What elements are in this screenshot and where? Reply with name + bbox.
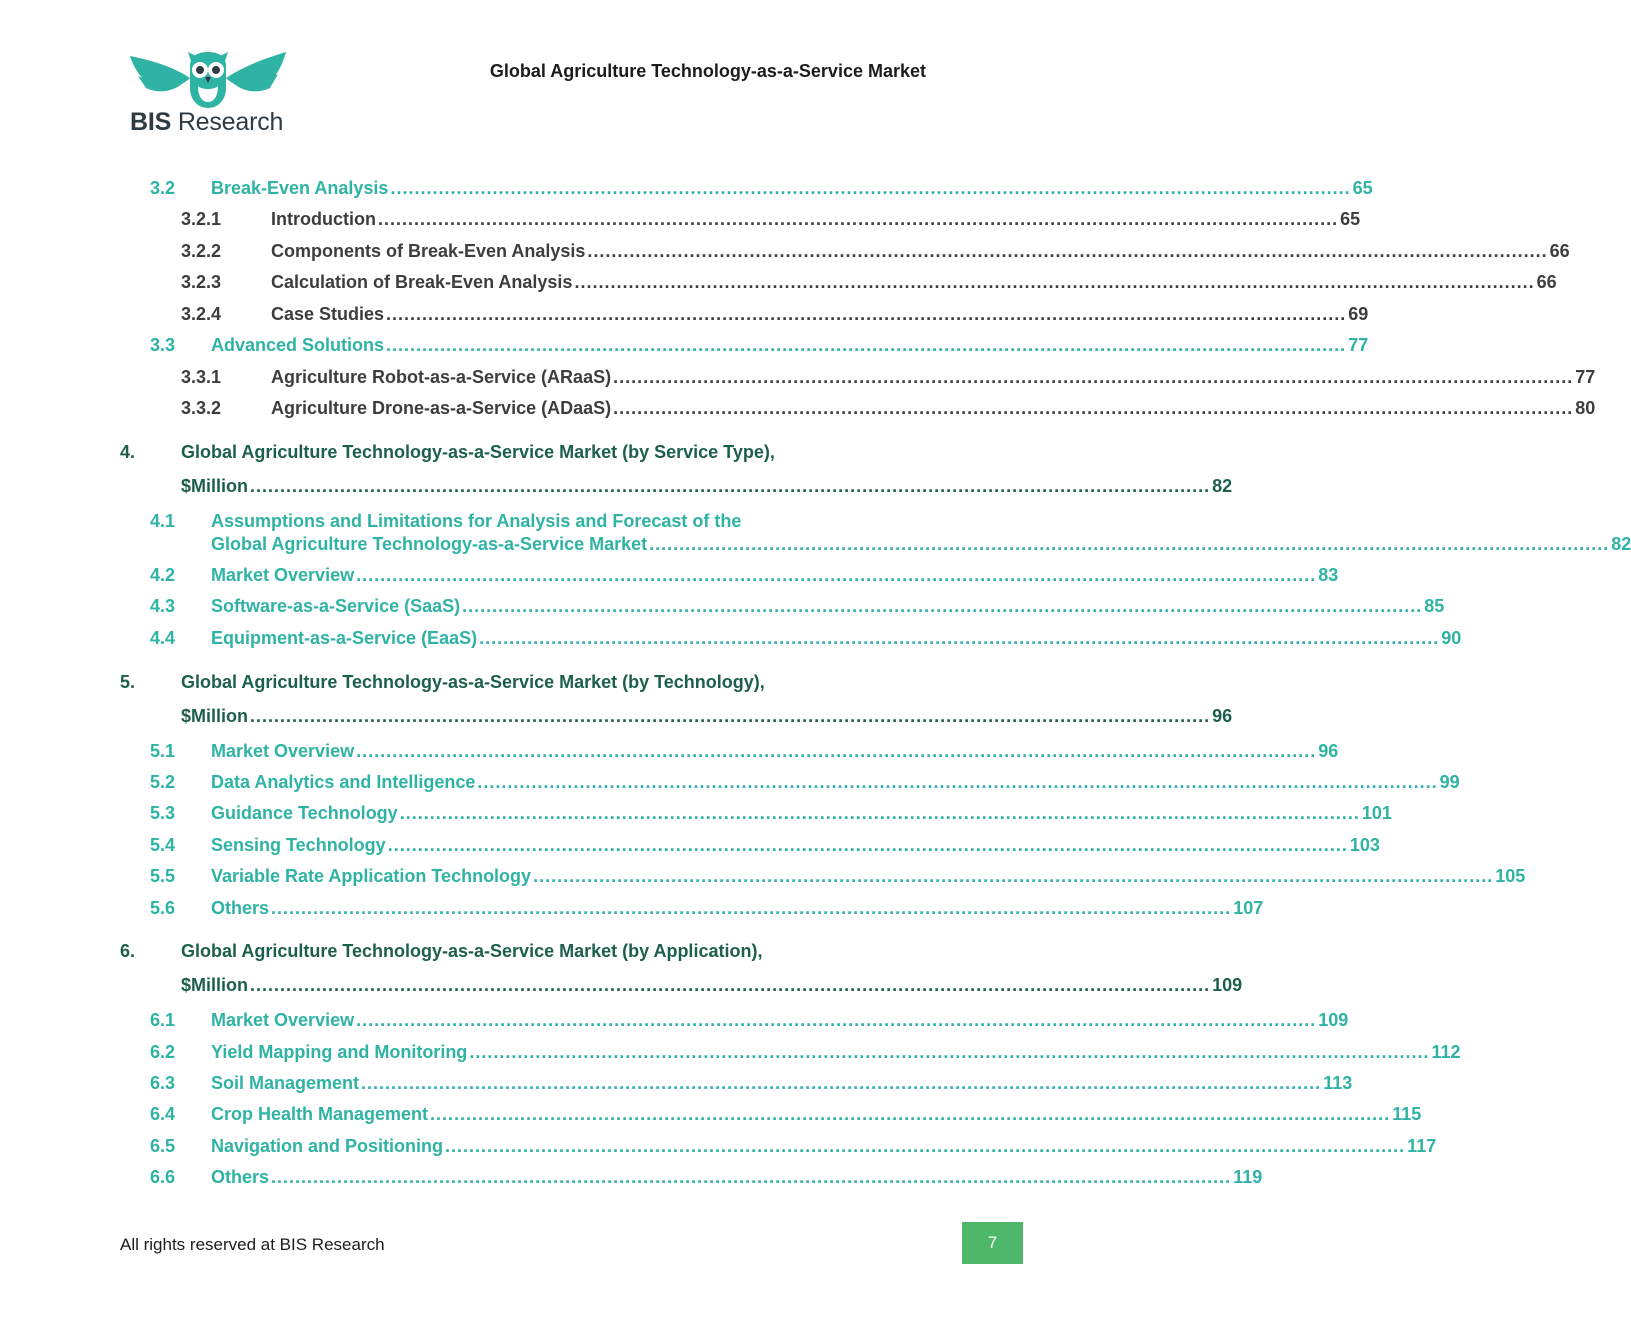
toc-entry-4-3[interactable]: 4.3 Software-as-a-Service (SaaS) ................................................................................................................................................................ 85: [150, 596, 1445, 616]
toc-entry-5-1[interactable]: 5.1 Market Overview ................................................................................................................................................................ 96: [150, 741, 1339, 761]
logo-word: Research: [177, 108, 284, 136]
owl-icon: [128, 48, 288, 110]
toc-entry-4-1-line1[interactable]: 4.1 Assumptions and Limitations for Analysis and Forecast of the: [150, 511, 742, 531]
toc-entry-3-2-1[interactable]: 3.2.1 Introduction ................................................................................................................................................................ 65: [181, 209, 1361, 229]
toc-entry-6-6[interactable]: 6.6 Others ................................................................................................................................................................ 119: [150, 1167, 1263, 1187]
toc-entry-4-4[interactable]: 4.4 Equipment-as-a-Service (EaaS) ................................................................................................................................................................ 90: [150, 628, 1462, 648]
toc-entry-4-2[interactable]: 4.2 Market Overview ................................................................................................................................................................ 83: [150, 565, 1339, 585]
toc-entry-3-2-4[interactable]: 3.2.4 Case Studies ................................................................................................................................................................ 69: [181, 304, 1369, 324]
toc-entry-3-3-2[interactable]: 3.3.2 Agriculture Drone-as-a-Service (ADaaS) ................................................................................................................................................................ 80: [181, 398, 1596, 418]
toc-entry-3-3-1[interactable]: 3.3.1 Agriculture Robot-as-a-Service (ARaaS) ................................................................................................................................................................ 77: [181, 367, 1596, 387]
toc-entry-3-2[interactable]: 3.2 Break-Even Analysis ................................................................................................................................................................ 65: [150, 178, 1373, 198]
toc-entry-5-2[interactable]: 5.2 Data Analytics and Intelligence ................................................................................................................................................................ 99: [150, 772, 1460, 792]
toc-entry-6-4[interactable]: 6.4 Crop Health Management ................................................................................................................................................................ 115: [150, 1104, 1422, 1124]
toc-entry-chapter-6[interactable]: $Million ................................................................................................................................................................ 109: [181, 975, 1243, 995]
toc-entry-5-6[interactable]: 5.6 Others ................................................................................................................................................................ 107: [150, 898, 1264, 918]
toc-entry-6-5[interactable]: 6.5 Navigation and Positioning ................................................................................................................................................................ 117: [150, 1136, 1437, 1156]
toc-entry-3-3[interactable]: 3.3 Advanced Solutions ................................................................................................................................................................ 77: [150, 335, 1369, 355]
toc-entry-6-1[interactable]: 6.1 Market Overview ................................................................................................................................................................ 109: [150, 1010, 1349, 1030]
toc-chapter-6-heading[interactable]: 6. Global Agriculture Technology-as-a-Service Market (by Application),: [120, 941, 763, 961]
toc-entry-6-2[interactable]: 6.2 Yield Mapping and Monitoring ................................................................................................................................................................ 112: [150, 1042, 1461, 1062]
toc-entry-3-2-2[interactable]: 3.2.2 Components of Break-Even Analysis ................................................................................................................................................................ 66: [181, 241, 1570, 261]
toc-entry-3-2-3[interactable]: 3.2.3 Calculation of Break-Even Analysis ................................................................................................................................................................ 66: [181, 272, 1557, 292]
bis-research-logo: [128, 48, 288, 140]
toc-entry-5-4[interactable]: 5.4 Sensing Technology ................................................................................................................................................................ 103: [150, 835, 1380, 855]
toc-entry-chapter-4[interactable]: $Million ................................................................................................................................................................ 82: [181, 476, 1233, 496]
footer-rights: All rights reserved at BIS Research: [120, 1235, 385, 1254]
logo-brand: BIS: [130, 108, 172, 136]
header-title: Global Agriculture Technology-as-a-Service Market: [489, 61, 926, 81]
toc-entry-4-1[interactable]: Global Agriculture Technology-as-a-Service Market ................................................................................................................................................................ 82: [211, 534, 1631, 554]
toc-entry-6-3[interactable]: 6.3 Soil Management ................................................................................................................................................................ 113: [150, 1073, 1353, 1093]
toc-entry-chapter-5[interactable]: $Million ................................................................................................................................................................ 96: [181, 706, 1233, 726]
toc-entry-5-5[interactable]: 5.5 Variable Rate Application Technology ................................................................................................................................................................ 105: [150, 866, 1526, 886]
toc-entry-5-3[interactable]: 5.3 Guidance Technology ................................................................................................................................................................ 101: [150, 803, 1392, 823]
page-number-badge: 7: [962, 1222, 1023, 1264]
toc-chapter-4-heading[interactable]: 4. Global Agriculture Technology-as-a-Service Market (by Service Type),: [120, 442, 775, 462]
toc-chapter-5-heading[interactable]: 5. Global Agriculture Technology-as-a-Service Market (by Technology),: [120, 672, 765, 692]
